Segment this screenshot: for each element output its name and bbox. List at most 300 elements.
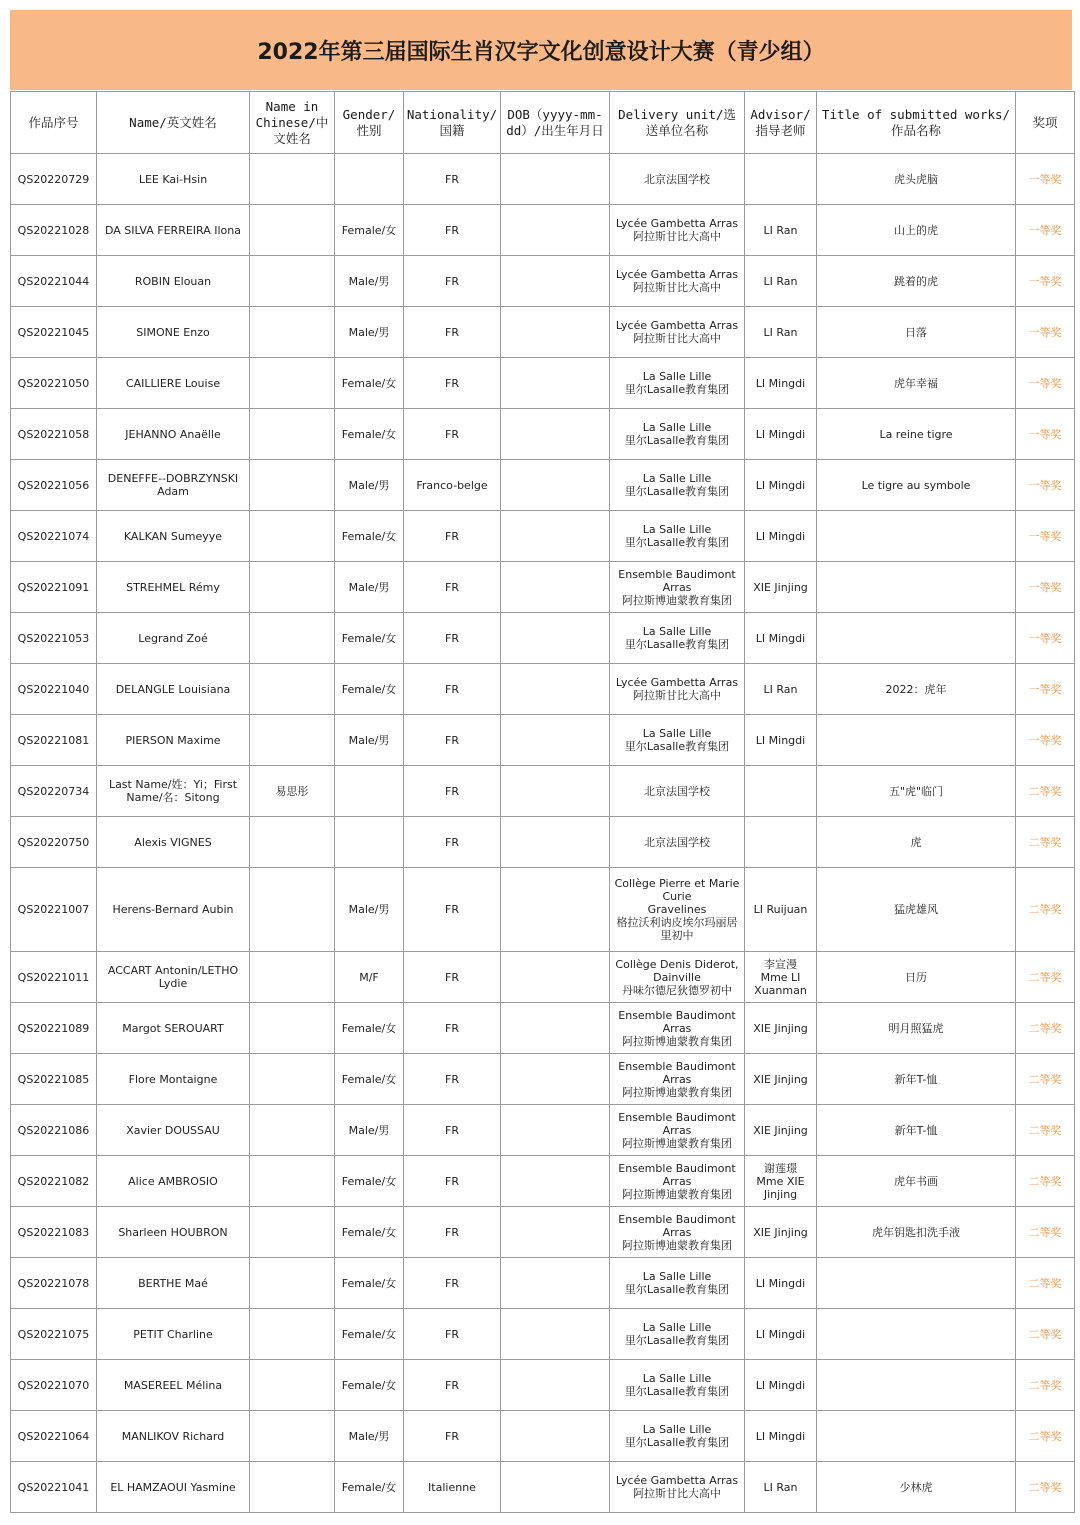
- cell-award: 二等奖: [1016, 1207, 1075, 1258]
- table-header: [11, 92, 1075, 154]
- cell-delivery-unit: Lycée Gambetta Arras 阿拉斯甘比大高中: [610, 1462, 745, 1513]
- cell-delivery-unit: 北京法国学校: [610, 817, 745, 868]
- cell-dob: [501, 766, 610, 817]
- cell-delivery-unit: Collège Pierre et Marie Curie Gravelines 格拉沃利讷皮埃尔玛丽居 里初中: [610, 868, 745, 952]
- cell-title: [817, 715, 1016, 766]
- cell-id: QS20221044: [11, 256, 97, 307]
- header-advisor: Advisor/指导老师: [745, 92, 817, 154]
- header-delivery-unit: Delivery unit/选送单位名称: [610, 92, 745, 154]
- cell-nationality: FR: [404, 766, 501, 817]
- header-id: 作品序号: [11, 92, 97, 154]
- cell-gender: Male/男: [335, 460, 404, 511]
- cell-award: 一等奖: [1016, 562, 1075, 613]
- table-row: [11, 715, 1075, 766]
- cell-dob: [501, 664, 610, 715]
- cell-award: 一等奖: [1016, 154, 1075, 205]
- cell-title: [817, 613, 1016, 664]
- cell-name: Xavier DOUSSAU: [97, 1105, 250, 1156]
- cell-title: [817, 562, 1016, 613]
- cell-name: Alice AMBROSIO: [97, 1156, 250, 1207]
- cell-gender: Female/女: [335, 1309, 404, 1360]
- cell-gender: Female/女: [335, 1054, 404, 1105]
- cell-delivery-unit: La Salle Lille 里尔Lasalle教育集团: [610, 511, 745, 562]
- cell-delivery-unit: La Salle Lille 里尔Lasalle教育集团: [610, 1411, 745, 1462]
- cell-dob: [501, 511, 610, 562]
- table-row: [11, 511, 1075, 562]
- cell-name: PETIT Charline: [97, 1309, 250, 1360]
- cell-title: 新年T-恤: [817, 1105, 1016, 1156]
- cell-delivery-unit: La Salle Lille 里尔Lasalle教育集团: [610, 1309, 745, 1360]
- table-row: [11, 664, 1075, 715]
- cell-delivery-unit: Ensemble Baudimont Arras 阿拉斯博迪蒙教育集团: [610, 1003, 745, 1054]
- cell-dob: [501, 409, 610, 460]
- cell-dob: [501, 1309, 610, 1360]
- table-row: [11, 1309, 1075, 1360]
- cell-dob: [501, 205, 610, 256]
- cell-advisor: XIE Jinjing: [745, 1105, 817, 1156]
- cell-chinese-name: [250, 511, 335, 562]
- cell-name: ACCART Antonin/LETHO Lydie: [97, 952, 250, 1003]
- cell-award: 一等奖: [1016, 613, 1075, 664]
- cell-gender: Male/男: [335, 715, 404, 766]
- cell-id: QS20221056: [11, 460, 97, 511]
- cell-gender: Female/女: [335, 1360, 404, 1411]
- cell-title: [817, 511, 1016, 562]
- cell-award: 一等奖: [1016, 307, 1075, 358]
- cell-title: 虎年书画: [817, 1156, 1016, 1207]
- cell-gender: [335, 766, 404, 817]
- table-row: [11, 1360, 1075, 1411]
- cell-gender: Female/女: [335, 1156, 404, 1207]
- cell-id: QS20220734: [11, 766, 97, 817]
- header-gender: Gender/性别: [335, 92, 404, 154]
- cell-id: QS20221011: [11, 952, 97, 1003]
- cell-delivery-unit: La Salle Lille 里尔Lasalle教育集团: [610, 613, 745, 664]
- cell-nationality: FR: [404, 1360, 501, 1411]
- cell-id: QS20221028: [11, 205, 97, 256]
- cell-advisor: LI Ran: [745, 664, 817, 715]
- cell-id: QS20221075: [11, 1309, 97, 1360]
- cell-chinese-name: [250, 1156, 335, 1207]
- cell-name: Alexis VIGNES: [97, 817, 250, 868]
- cell-name: DELANGLE Louisiana: [97, 664, 250, 715]
- cell-nationality: FR: [404, 1258, 501, 1309]
- cell-chinese-name: [250, 1411, 335, 1462]
- cell-delivery-unit: La Salle Lille 里尔Lasalle教育集团: [610, 460, 745, 511]
- cell-name: Last Name/姓：Yi；First Name/名：Sitong: [97, 766, 250, 817]
- table-row: [11, 256, 1075, 307]
- cell-delivery-unit: Lycée Gambetta Arras 阿拉斯甘比大高中: [610, 205, 745, 256]
- cell-advisor: XIE Jinjing: [745, 1207, 817, 1258]
- cell-advisor: LI Mingdi: [745, 715, 817, 766]
- cell-dob: [501, 307, 610, 358]
- cell-id: QS20221086: [11, 1105, 97, 1156]
- cell-gender: Female/女: [335, 664, 404, 715]
- cell-award: 一等奖: [1016, 256, 1075, 307]
- cell-advisor: LI Ruijuan: [745, 868, 817, 952]
- cell-award: 二等奖: [1016, 952, 1075, 1003]
- cell-award: 二等奖: [1016, 766, 1075, 817]
- cell-dob: [501, 154, 610, 205]
- cell-dob: [501, 1462, 610, 1513]
- cell-award: 二等奖: [1016, 1258, 1075, 1309]
- cell-gender: Male/男: [335, 1411, 404, 1462]
- cell-advisor: LI Mingdi: [745, 358, 817, 409]
- cell-id: QS20221053: [11, 613, 97, 664]
- cell-title: Le tigre au symbole: [817, 460, 1016, 511]
- cell-dob: [501, 952, 610, 1003]
- table-body: [11, 154, 1075, 1513]
- cell-dob: [501, 256, 610, 307]
- cell-id: QS20220729: [11, 154, 97, 205]
- table-row: [11, 409, 1075, 460]
- cell-id: QS20221074: [11, 511, 97, 562]
- cell-id: QS20221041: [11, 1462, 97, 1513]
- cell-name: Herens-Bernard Aubin: [97, 868, 250, 952]
- cell-delivery-unit: Lycée Gambetta Arras 阿拉斯甘比大高中: [610, 664, 745, 715]
- cell-dob: [501, 1156, 610, 1207]
- cell-delivery-unit: Ensemble Baudimont Arras 阿拉斯博迪蒙教育集团: [610, 1105, 745, 1156]
- awards-table: [10, 91, 1075, 1513]
- cell-chinese-name: [250, 1207, 335, 1258]
- cell-id: QS20221091: [11, 562, 97, 613]
- cell-title: 虎年钥匙扣洗手液: [817, 1207, 1016, 1258]
- cell-advisor: [745, 766, 817, 817]
- cell-gender: Male/男: [335, 562, 404, 613]
- cell-chinese-name: [250, 205, 335, 256]
- cell-award: 一等奖: [1016, 358, 1075, 409]
- cell-nationality: FR: [404, 1156, 501, 1207]
- cell-dob: [501, 868, 610, 952]
- cell-advisor: LI Mingdi: [745, 1309, 817, 1360]
- cell-nationality: FR: [404, 154, 501, 205]
- cell-gender: Female/女: [335, 613, 404, 664]
- cell-delivery-unit: La Salle Lille 里尔Lasalle教育集团: [610, 715, 745, 766]
- cell-nationality: FR: [404, 307, 501, 358]
- cell-chinese-name: [250, 817, 335, 868]
- cell-award: 二等奖: [1016, 1105, 1075, 1156]
- cell-nationality: FR: [404, 715, 501, 766]
- cell-nationality: FR: [404, 1105, 501, 1156]
- cell-gender: Female/女: [335, 1003, 404, 1054]
- cell-delivery-unit: Lycée Gambetta Arras 阿拉斯甘比大高中: [610, 256, 745, 307]
- cell-id: QS20221089: [11, 1003, 97, 1054]
- cell-nationality: Italienne: [404, 1462, 501, 1513]
- cell-id: QS20220750: [11, 817, 97, 868]
- cell-delivery-unit: La Salle Lille 里尔Lasalle教育集团: [610, 1360, 745, 1411]
- cell-dob: [501, 1003, 610, 1054]
- cell-title: 猛虎雄风: [817, 868, 1016, 952]
- header-dob: DOB（yyyy-mm-dd）/出生年月日: [501, 92, 610, 154]
- cell-name: Flore Montaigne: [97, 1054, 250, 1105]
- table-row: [11, 952, 1075, 1003]
- cell-gender: [335, 154, 404, 205]
- header-title: Title of submitted works/作品名称: [817, 92, 1016, 154]
- cell-delivery-unit: 北京法国学校: [610, 154, 745, 205]
- cell-nationality: FR: [404, 664, 501, 715]
- cell-name: Sharleen HOUBRON: [97, 1207, 250, 1258]
- cell-gender: Male/男: [335, 1105, 404, 1156]
- table-row: [11, 1258, 1075, 1309]
- table-row: [11, 562, 1075, 613]
- cell-dob: [501, 817, 610, 868]
- cell-title: [817, 1411, 1016, 1462]
- cell-dob: [501, 1207, 610, 1258]
- cell-name: KALKAN Sumeyye: [97, 511, 250, 562]
- cell-delivery-unit: Ensemble Baudimont Arras 阿拉斯博迪蒙教育集团: [610, 1156, 745, 1207]
- cell-name: BERTHE Maé: [97, 1258, 250, 1309]
- table-row: [11, 205, 1075, 256]
- cell-name: EL HAMZAOUI Yasmine: [97, 1462, 250, 1513]
- cell-nationality: FR: [404, 952, 501, 1003]
- cell-advisor: LI Mingdi: [745, 1411, 817, 1462]
- cell-gender: Male/男: [335, 307, 404, 358]
- table-row: [11, 613, 1075, 664]
- cell-advisor: LI Ran: [745, 1462, 817, 1513]
- cell-id: QS20221050: [11, 358, 97, 409]
- cell-award: 二等奖: [1016, 1462, 1075, 1513]
- cell-title: [817, 1309, 1016, 1360]
- table-row: [11, 817, 1075, 868]
- cell-advisor: LI Ran: [745, 205, 817, 256]
- cell-id: QS20221007: [11, 868, 97, 952]
- cell-id: QS20221082: [11, 1156, 97, 1207]
- cell-dob: [501, 1411, 610, 1462]
- cell-gender: Female/女: [335, 409, 404, 460]
- cell-advisor: LI Mingdi: [745, 1360, 817, 1411]
- header-award: 奖项: [1016, 92, 1075, 154]
- cell-nationality: FR: [404, 511, 501, 562]
- cell-dob: [501, 1258, 610, 1309]
- cell-chinese-name: [250, 1462, 335, 1513]
- cell-name: LEE Kai-Hsin: [97, 154, 250, 205]
- cell-delivery-unit: Ensemble Baudimont Arras 阿拉斯博迪蒙教育集团: [610, 562, 745, 613]
- cell-nationality: FR: [404, 358, 501, 409]
- cell-advisor: LI Mingdi: [745, 511, 817, 562]
- cell-dob: [501, 1105, 610, 1156]
- cell-name: PIERSON Maxime: [97, 715, 250, 766]
- cell-dob: [501, 1360, 610, 1411]
- cell-advisor: LI Mingdi: [745, 1258, 817, 1309]
- table-row: [11, 1207, 1075, 1258]
- cell-chinese-name: [250, 1309, 335, 1360]
- cell-delivery-unit: Collège Denis Diderot, Dainville 丹味尔德尼狄德罗初中: [610, 952, 745, 1003]
- cell-name: JEHANNO Anaëlle: [97, 409, 250, 460]
- cell-delivery-unit: Ensemble Baudimont Arras 阿拉斯博迪蒙教育集团: [610, 1207, 745, 1258]
- cell-dob: [501, 613, 610, 664]
- cell-award: 二等奖: [1016, 1411, 1075, 1462]
- cell-id: QS20221083: [11, 1207, 97, 1258]
- table-row: [11, 766, 1075, 817]
- cell-title: 新年T-恤: [817, 1054, 1016, 1105]
- cell-award: 一等奖: [1016, 715, 1075, 766]
- cell-nationality: FR: [404, 1207, 501, 1258]
- cell-chinese-name: [250, 664, 335, 715]
- cell-nationality: Franco-belge: [404, 460, 501, 511]
- cell-delivery-unit: Ensemble Baudimont Arras 阿拉斯博迪蒙教育集团: [610, 1054, 745, 1105]
- cell-award: 一等奖: [1016, 460, 1075, 511]
- cell-title: [817, 1258, 1016, 1309]
- cell-nationality: FR: [404, 205, 501, 256]
- cell-id: QS20221078: [11, 1258, 97, 1309]
- cell-award: 一等奖: [1016, 511, 1075, 562]
- cell-advisor: [745, 154, 817, 205]
- cell-nationality: FR: [404, 1309, 501, 1360]
- cell-title: 虎年幸福: [817, 358, 1016, 409]
- cell-id: QS20221058: [11, 409, 97, 460]
- cell-delivery-unit: 北京法国学校: [610, 766, 745, 817]
- cell-nationality: FR: [404, 1411, 501, 1462]
- cell-advisor: LI Ran: [745, 307, 817, 358]
- cell-name: DENEFFE--DOBRZYNSKI Adam: [97, 460, 250, 511]
- table-row: [11, 307, 1075, 358]
- cell-name: MASEREEL Mélina: [97, 1360, 250, 1411]
- cell-chinese-name: [250, 715, 335, 766]
- table-row: [11, 868, 1075, 952]
- cell-dob: [501, 562, 610, 613]
- cell-award: 一等奖: [1016, 205, 1075, 256]
- cell-nationality: FR: [404, 1003, 501, 1054]
- table-row: [11, 1003, 1075, 1054]
- cell-gender: Male/男: [335, 256, 404, 307]
- header-name: Name/英文姓名: [97, 92, 250, 154]
- page-title: 2022年第三届国际生肖汉字文化创意设计大赛（青少组）: [10, 10, 1072, 90]
- header-row: [11, 92, 1075, 154]
- table-row: [11, 1156, 1075, 1207]
- cell-title: 山上的虎: [817, 205, 1016, 256]
- cell-advisor: XIE Jinjing: [745, 1003, 817, 1054]
- cell-title: 五"虎"临门: [817, 766, 1016, 817]
- cell-title: 虎头虎脑: [817, 154, 1016, 205]
- cell-chinese-name: [250, 613, 335, 664]
- cell-award: 二等奖: [1016, 1309, 1075, 1360]
- cell-gender: Female/女: [335, 205, 404, 256]
- cell-award: 二等奖: [1016, 1054, 1075, 1105]
- cell-gender: Female/女: [335, 1207, 404, 1258]
- cell-title: 日落: [817, 307, 1016, 358]
- cell-title: 日历: [817, 952, 1016, 1003]
- cell-title: La reine tigre: [817, 409, 1016, 460]
- header-chinese-name: Name in Chinese/中文姓名: [250, 92, 335, 154]
- cell-award: 二等奖: [1016, 1003, 1075, 1054]
- cell-chinese-name: [250, 307, 335, 358]
- cell-nationality: FR: [404, 817, 501, 868]
- cell-delivery-unit: Lycée Gambetta Arras 阿拉斯甘比大高中: [610, 307, 745, 358]
- table-row: [11, 460, 1075, 511]
- cell-advisor: [745, 817, 817, 868]
- cell-delivery-unit: La Salle Lille 里尔Lasalle教育集团: [610, 409, 745, 460]
- cell-advisor: LI Ran: [745, 256, 817, 307]
- cell-name: Margot SEROUART: [97, 1003, 250, 1054]
- cell-name: ROBIN Elouan: [97, 256, 250, 307]
- cell-chinese-name: [250, 1105, 335, 1156]
- cell-chinese-name: [250, 1258, 335, 1309]
- cell-title: 明月照猛虎: [817, 1003, 1016, 1054]
- table-row: [11, 154, 1075, 205]
- cell-chinese-name: [250, 256, 335, 307]
- cell-award: 一等奖: [1016, 664, 1075, 715]
- table-row: [11, 1105, 1075, 1156]
- table-row: [11, 1462, 1075, 1513]
- cell-advisor: XIE Jinjing: [745, 562, 817, 613]
- table-row: [11, 1411, 1075, 1462]
- cell-chinese-name: [250, 460, 335, 511]
- cell-gender: Female/女: [335, 358, 404, 409]
- cell-chinese-name: 易思彤: [250, 766, 335, 817]
- cell-dob: [501, 460, 610, 511]
- cell-award: 二等奖: [1016, 1360, 1075, 1411]
- cell-name: MANLIKOV Richard: [97, 1411, 250, 1462]
- table-row: [11, 1054, 1075, 1105]
- cell-title: 跳着的虎: [817, 256, 1016, 307]
- cell-id: QS20221085: [11, 1054, 97, 1105]
- cell-award: 二等奖: [1016, 817, 1075, 868]
- cell-dob: [501, 715, 610, 766]
- cell-gender: M/F: [335, 952, 404, 1003]
- cell-award: 二等奖: [1016, 868, 1075, 952]
- cell-advisor: LI Mingdi: [745, 613, 817, 664]
- cell-name: Legrand Zoé: [97, 613, 250, 664]
- cell-chinese-name: [250, 952, 335, 1003]
- cell-award: 一等奖: [1016, 409, 1075, 460]
- cell-delivery-unit: La Salle Lille 里尔Lasalle教育集团: [610, 1258, 745, 1309]
- cell-chinese-name: [250, 358, 335, 409]
- cell-chinese-name: [250, 1003, 335, 1054]
- cell-gender: [335, 817, 404, 868]
- cell-nationality: FR: [404, 613, 501, 664]
- cell-gender: Female/女: [335, 511, 404, 562]
- cell-title: [817, 1360, 1016, 1411]
- cell-advisor: XIE Jinjing: [745, 1054, 817, 1105]
- cell-title: 少林虎: [817, 1462, 1016, 1513]
- cell-chinese-name: [250, 562, 335, 613]
- cell-gender: Female/女: [335, 1258, 404, 1309]
- cell-chinese-name: [250, 868, 335, 952]
- cell-name: CAILLIERE Louise: [97, 358, 250, 409]
- cell-nationality: FR: [404, 562, 501, 613]
- cell-dob: [501, 1054, 610, 1105]
- cell-chinese-name: [250, 1054, 335, 1105]
- cell-name: SIMONE Enzo: [97, 307, 250, 358]
- cell-nationality: FR: [404, 1054, 501, 1105]
- cell-advisor: 谢莲璟 Mme XIE Jinjing: [745, 1156, 817, 1207]
- cell-chinese-name: [250, 409, 335, 460]
- cell-id: QS20221040: [11, 664, 97, 715]
- cell-chinese-name: [250, 1360, 335, 1411]
- cell-name: DA SILVA FERREIRA Ilona: [97, 205, 250, 256]
- cell-nationality: FR: [404, 409, 501, 460]
- cell-dob: [501, 358, 610, 409]
- cell-title: 虎: [817, 817, 1016, 868]
- cell-nationality: FR: [404, 868, 501, 952]
- cell-chinese-name: [250, 154, 335, 205]
- cell-id: QS20221070: [11, 1360, 97, 1411]
- table-row: [11, 358, 1075, 409]
- cell-advisor: LI Mingdi: [745, 409, 817, 460]
- cell-delivery-unit: La Salle Lille 里尔Lasalle教育集团: [610, 358, 745, 409]
- cell-id: QS20221081: [11, 715, 97, 766]
- cell-id: QS20221064: [11, 1411, 97, 1462]
- cell-advisor: LI Mingdi: [745, 460, 817, 511]
- header-nationality: Nationality/国籍: [404, 92, 501, 154]
- cell-title: 2022：虎年: [817, 664, 1016, 715]
- cell-award: 二等奖: [1016, 1156, 1075, 1207]
- cell-name: STREHMEL Rémy: [97, 562, 250, 613]
- cell-nationality: FR: [404, 256, 501, 307]
- cell-advisor: 李宣漫 Mme LI Xuanman: [745, 952, 817, 1003]
- cell-gender: Female/女: [335, 1462, 404, 1513]
- cell-gender: Male/男: [335, 868, 404, 952]
